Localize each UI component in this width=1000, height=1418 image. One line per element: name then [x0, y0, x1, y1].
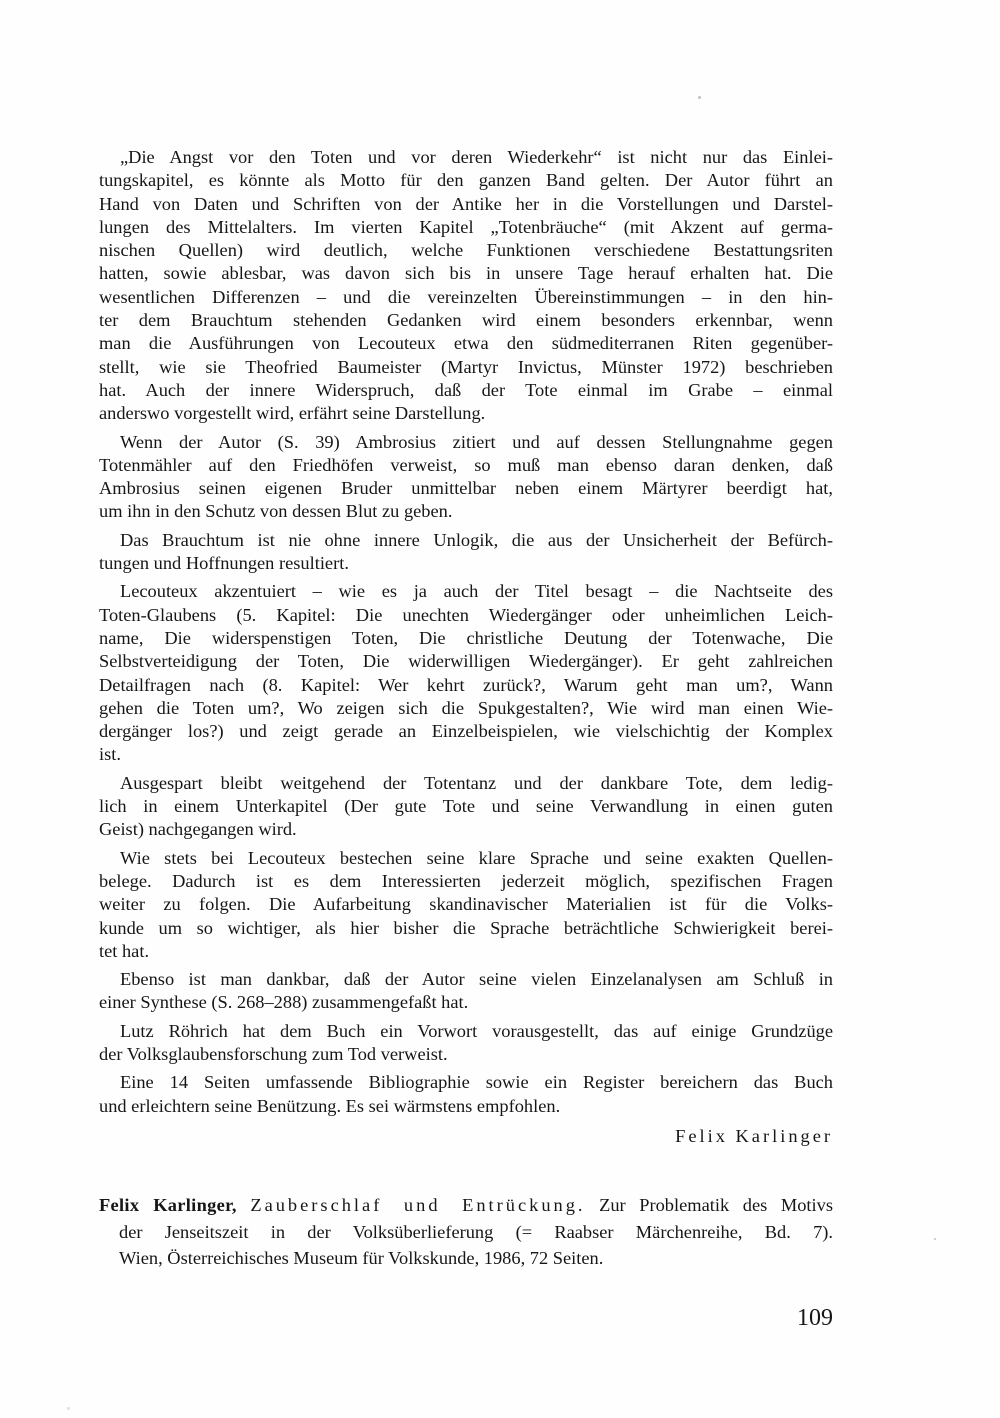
paragraph [99, 847, 833, 963]
bibliography-title: Zauberschlaf und Entrückung. [250, 1195, 586, 1216]
text-line: kunde um so wichtiger, als hier bisher die Sprache beträchtliche Schwierigkeit berei- [99, 917, 833, 938]
bibliography-line: der Jenseitszeit in der Volksüberlieferung (= Raabser Märchenreihe, Bd. 7). [119, 1221, 833, 1242]
text-line: Wenn der Autor (S. 39) Ambrosius zitiert und auf dessen Stellungnahme gegen [120, 431, 833, 452]
text-line: tungskapitel, es könnte als Motto für den ganzen Band gelten. Der Autor führt an [99, 170, 833, 191]
bibliography-line [99, 1192, 833, 1219]
text-line: lungen des Mittelalters. Im vierten Kapitel „Totenbräuche“ (mit Akzent auf germa- [99, 216, 833, 237]
text-line: gehen die Toten um?, Wo zeigen sich die Spukgestalten?, Wie wird man einen Wie- [99, 697, 833, 718]
text-line: und erleichtern seine Benützung. Es sei wärmstens empfohlen. [99, 1095, 561, 1116]
text-line: Selbstverteidigung der Toten, Die widerwilligen Wiedergänger). Er geht zahlreichen [99, 651, 833, 672]
scan-speck [67, 1407, 70, 1410]
review-paragraphs [99, 146, 833, 1118]
text-line: Lecouteux akzentuiert – wie es ja auch der Titel besagt – die Nachtseite des [120, 581, 833, 602]
text-line: Lutz Röhrich hat dem Buch ein Vorwort vorausgestellt, das auf einige Grundzüge [120, 1020, 833, 1041]
bibliography-subtitle: Zur Problematik des Motivs [599, 1195, 833, 1216]
text-line: Ebenso ist man dankbar, daß der Autor seine vielen Einzelanalysen am Schluß in [120, 969, 833, 990]
page-number: 109 [797, 1304, 833, 1331]
text-line: Detailfragen nach (8. Kapitel: Wer kehrt zurück?, Warum geht man um?, Wann [99, 674, 833, 695]
text-line: um ihn in den Schutz von dessen Blut zu geben. [99, 501, 453, 522]
text-line: hatten, sowie ablesbar, was davon sich bis in unsere Tage herauf erhalten hat. Die [99, 263, 833, 284]
review-text-block [99, 146, 833, 1332]
paragraph [99, 146, 833, 426]
text-line: Ambrosius seinen eigenen Bruder unmittelbar neben einem Märtyrer beerdigt hat, [99, 478, 833, 499]
bibliography-entry [99, 1192, 833, 1272]
paragraph [99, 772, 833, 842]
text-line: Hand von Daten und Schriften von der Antike her in die Vorstellungen und Darstel- [99, 193, 833, 214]
text-line: einer Synthese (S. 268–288) zusammengefaßt hat. [99, 992, 469, 1013]
text-line: Totenmähler auf den Friedhöfen verweist, so muß man ebenso daran denken, daß [99, 454, 833, 475]
text-line: Eine 14 Seiten umfassende Bibliographie sowie ein Register bereichern das Buch [120, 1072, 833, 1093]
text-line: lich in einem Unterkapitel (Der gute Tote und seine Verwandlung in einen guten [99, 796, 833, 817]
text-line: Ausgespart bleibt weitgehend der Totentanz und der dankbare Tote, dem ledig- [120, 772, 833, 793]
text-line: man die Ausführungen von Lecouteux etwa den südmediterranen Riten gegenüber- [99, 333, 833, 354]
text-line: Wie stets bei Lecouteux bestechen seine klare Sprache und seine exakten Quellen- [120, 847, 833, 868]
text-line: Das Brauchtum ist nie ohne innere Unlogik, die aus der Unsicherheit der Befürch- [120, 529, 833, 550]
text-line: anderswo vorgestellt wird, erfährt seine Darstellung. [99, 403, 486, 424]
paragraph [99, 1071, 833, 1118]
scan-speck [934, 1238, 936, 1240]
text-line: wesentlichen Differenzen – und die vereinzelten Übereinstimmungen – in den hin- [99, 286, 833, 307]
text-line: Geist) nachgegangen wird. [99, 819, 297, 840]
text-line: tungen und Hoffnungen resultiert. [99, 553, 349, 574]
text-line: dergänger los?) und zeigt gerade an Einzelbeispielen, wie vielschichtig der Komplex [99, 721, 833, 742]
text-line: hat. Auch der innere Widerspruch, daß der Tote einmal im Grabe – einmal [99, 379, 833, 400]
paragraph [99, 529, 833, 576]
text-line: Toten-Glaubens (5. Kapitel: Die unechten Wiedergänger oder unheimlichen Leich- [99, 604, 833, 625]
bibliography-author: Felix Karlinger, [99, 1195, 237, 1216]
text-line: name, Die widerspenstigen Toten, Die christliche Deutung der Totenwache, Die [99, 627, 833, 648]
text-line: „Die Angst vor den Toten und vor deren Wiederkehr“ ist nicht nur das Einlei- [120, 147, 833, 167]
paragraph [99, 1020, 833, 1067]
scan-speck [698, 96, 701, 99]
text-line: ist. [99, 744, 121, 765]
text-line: weiter zu folgen. Die Aufarbeitung skandinavischer Materialien ist für die Volks- [99, 894, 833, 915]
text-line: tet hat. [99, 940, 150, 961]
paragraph [99, 968, 833, 1015]
text-line: stellt, wie sie Theofried Baumeister (Martyr Invictus, Münster 1972) beschrieben [99, 356, 833, 377]
text-line: ter dem Brauchtum stehenden Gedanken wird einem besonders erkennbar, wenn [99, 310, 833, 331]
reviewer-signature: Felix Karlinger [675, 1125, 833, 1146]
paragraph [99, 580, 833, 766]
bibliography-line: Wien, Österreichisches Museum für Volkskunde, 1986, 72 Seiten. [119, 1248, 604, 1269]
text-line: belege. Dadurch ist es dem Interessierten jederzeit möglich, spezifischen Fragen [99, 870, 833, 891]
text-line: nischen Quellen) wird deutlich, welche Funktionen verschiedene Bestattungsriten [99, 240, 833, 261]
paragraph [99, 431, 833, 524]
text-line: der Volksglaubensforschung zum Tod verweist. [99, 1043, 448, 1064]
